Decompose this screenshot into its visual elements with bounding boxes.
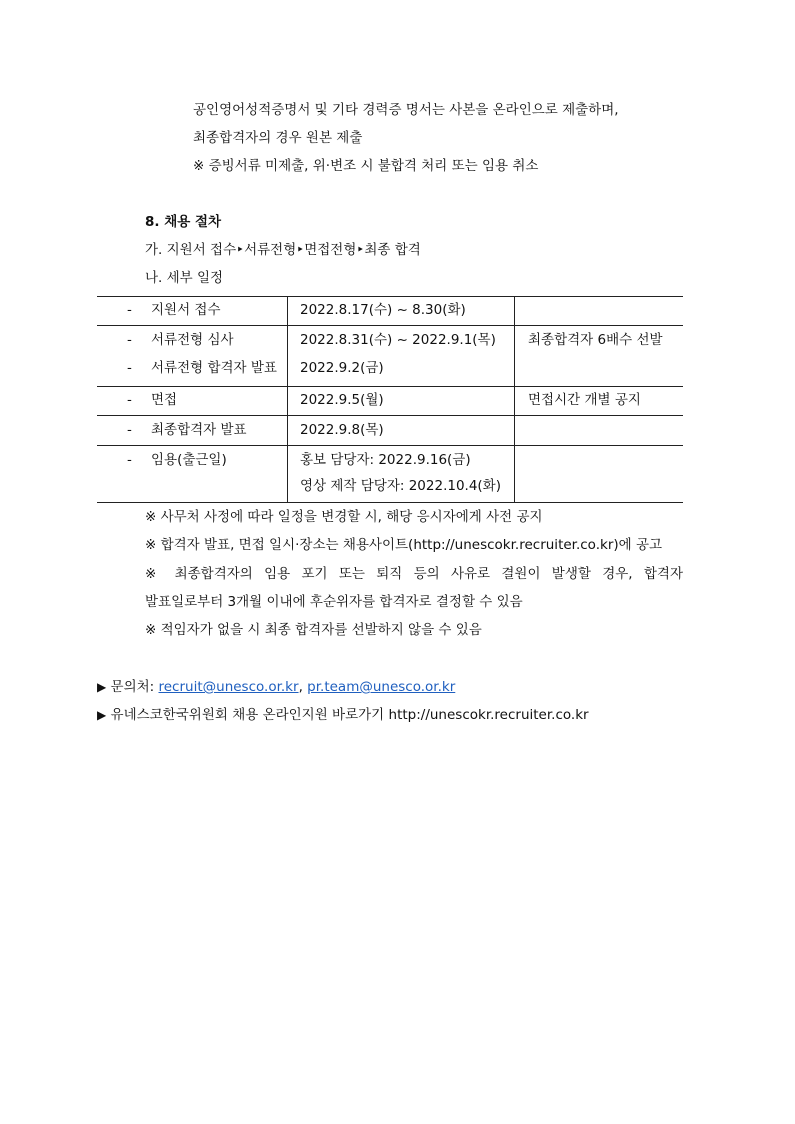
email-link-pr-team[interactable]: pr.team@unesco.or.kr — [307, 679, 456, 695]
row-dash: - — [127, 422, 132, 438]
column-rule — [287, 296, 288, 502]
note-3-line-2: 발표일로부터 3개월 이내에 후순위자를 합격자로 결정할 수 있음 — [145, 594, 523, 610]
contact-label: 문의처: — [110, 679, 159, 695]
row-dash: - — [127, 302, 132, 318]
intro-note: ※ 증빙서류 미제출, 위·변조 시 불합격 처리 또는 임용 취소 — [193, 158, 539, 174]
note-1: ※ 사무처 사정에 따라 일정을 변경할 시, 해당 응시자에게 사전 공지 — [145, 509, 543, 525]
note-3-line-1: ※ 최종합격자의 임용 포기 또는 퇴직 등의 사유로 결원이 발생할 경우, 합격자 — [145, 566, 683, 582]
row-dash: - — [127, 452, 132, 468]
table-rule — [97, 415, 683, 416]
row-stage: 지원서 접수 — [151, 302, 221, 318]
schedule-heading: 나. 세부 일정 — [145, 270, 224, 286]
row-date: 2022.9.5(월) — [300, 392, 384, 408]
row-stage: 최종합격자 발표 — [151, 422, 247, 438]
row-stage: 서류전형 합격자 발표 — [151, 360, 277, 376]
table-rule — [97, 502, 683, 503]
row-date: 2022.9.2(금) — [300, 360, 384, 376]
triangle-bullet-icon: ▶ — [97, 708, 107, 722]
row-dash: - — [127, 332, 132, 348]
table-rule — [97, 296, 683, 297]
contact-line — [97, 677, 455, 697]
row-date-2: 영상 제작 담당자: 2022.10.4(화) — [300, 478, 501, 494]
row-note: 면접시간 개별 공지 — [528, 392, 641, 408]
apply-line — [97, 705, 589, 725]
column-rule — [514, 296, 515, 502]
email-link-recruit[interactable]: recruit@unesco.or.kr — [158, 679, 299, 695]
procedure-steps: 가. 지원서 접수‣서류전형‣면접전형‣최종 합격 — [145, 242, 421, 258]
row-stage: 임용(출근일) — [151, 452, 227, 468]
apply-text: 유네스코한국위원회 채용 온라인지원 바로가기 http://unescokr.recruiter.co.kr — [110, 707, 589, 723]
row-dash: - — [127, 392, 132, 408]
row-note: 최종합격자 6배수 선발 — [528, 332, 663, 348]
row-date: 홍보 담당자: 2022.9.16(금) — [300, 452, 471, 468]
row-stage: 면접 — [151, 392, 178, 408]
intro-line-1: 공인영어성적증명서 및 기타 경력증 명서는 사본을 온라인으로 제출하며, — [193, 102, 619, 118]
note-2: ※ 합격자 발표, 면접 일시·장소는 채용사이트(http://unescokr.recruiter.co.kr)에 공고 — [145, 537, 663, 553]
note-4: ※ 적임자가 없을 시 최종 합격자를 선발하지 않을 수 있음 — [145, 622, 482, 638]
row-date: 2022.8.31(수) ~ 2022.9.1(목) — [300, 332, 496, 348]
row-date: 2022.8.17(수) ~ 8.30(화) — [300, 302, 466, 318]
table-rule — [97, 445, 683, 446]
contact-separator: , — [298, 679, 308, 695]
intro-line-2: 최종합격자의 경우 원본 제출 — [193, 130, 363, 146]
triangle-bullet-icon: ▶ — [97, 680, 107, 694]
row-date: 2022.9.8(목) — [300, 422, 384, 438]
section-title: 8. 채용 절차 — [145, 214, 222, 230]
table-rule — [97, 325, 683, 326]
row-dash: - — [127, 360, 132, 376]
table-rule — [97, 386, 683, 387]
row-stage: 서류전형 심사 — [151, 332, 234, 348]
